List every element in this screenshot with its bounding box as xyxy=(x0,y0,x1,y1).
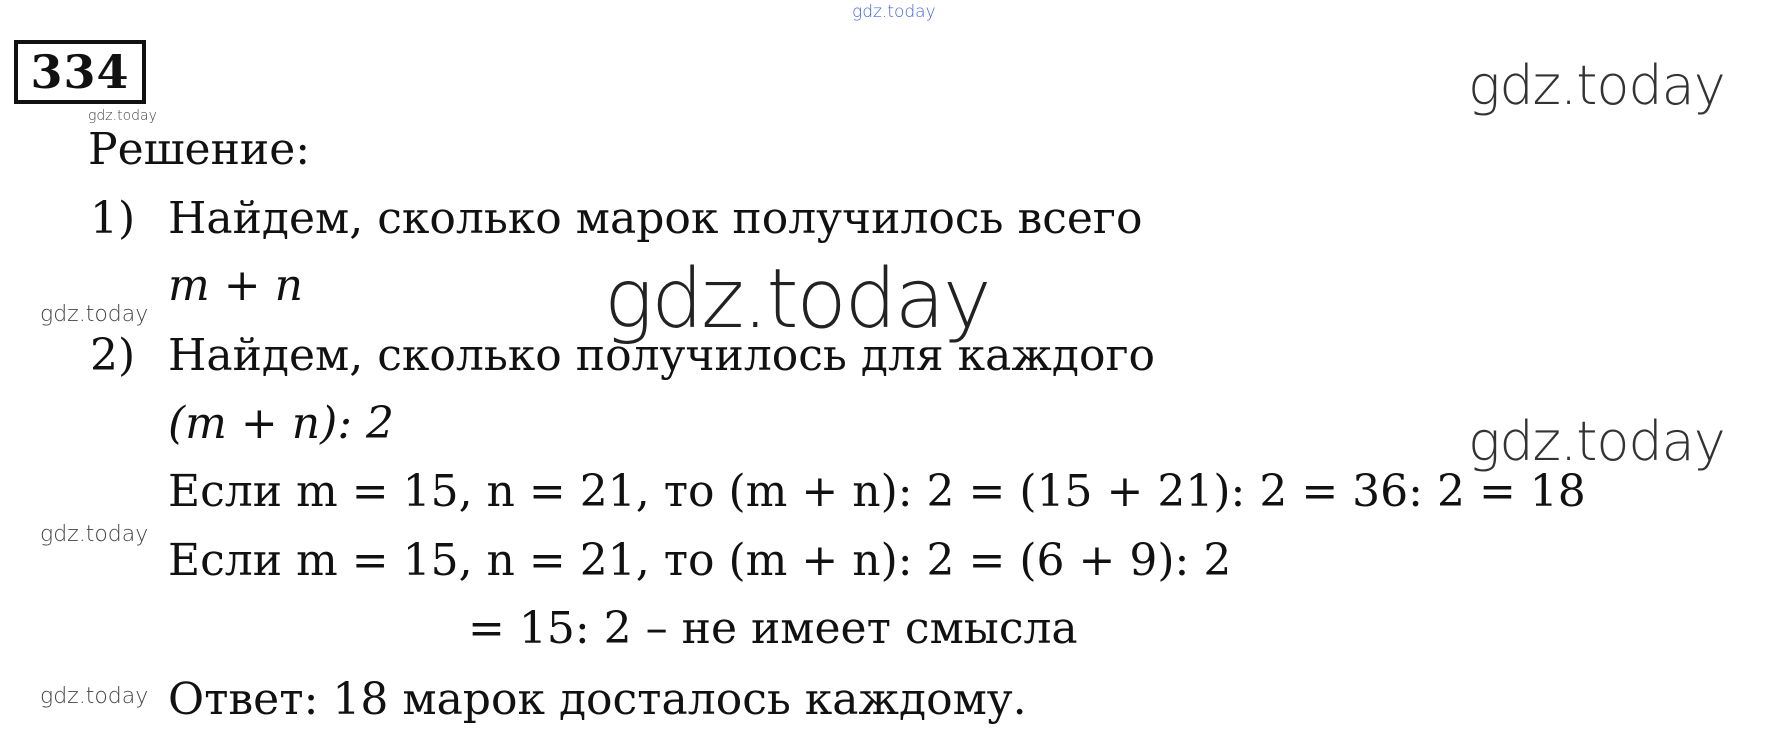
step-1-number: 1) xyxy=(90,193,136,244)
problem-number: 334 xyxy=(14,40,146,104)
step-2-number: 2) xyxy=(90,330,136,381)
step-1-text: Найдем, сколько марок получилось всего xyxy=(168,193,1143,244)
watermark-left-1: gdz.today xyxy=(40,302,149,327)
watermark-top: gdz.today xyxy=(852,2,936,22)
watermark-left-3: gdz.today xyxy=(40,684,149,709)
watermark-right-top: gdz.today xyxy=(1468,54,1725,117)
solution-heading: Решение: xyxy=(88,124,311,175)
answer-line: Ответ: 18 марок досталось каждому. xyxy=(168,674,1027,725)
case-2-line: Если m = 15, n = 21, то (m + n): 2 = (6 + 9): 2 xyxy=(168,535,1232,586)
step-2-expression: (m + n): 2 xyxy=(168,398,395,449)
watermark-left-2: gdz.today xyxy=(40,522,149,547)
step-1-expression: m + n xyxy=(168,260,303,311)
case-1-line: Если m = 15, n = 21, то (m + n): 2 = (15 + 21): 2 = 36: 2 = 18 xyxy=(168,466,1586,517)
watermark-center: gdz.today xyxy=(604,252,990,347)
watermark-right-mid: gdz.today xyxy=(1468,410,1725,473)
watermark-under-box: gdz.today xyxy=(88,108,157,124)
step-2-text: Найдем, сколько получилось для каждого xyxy=(168,330,1155,381)
case-2-continuation: = 15: 2 – не имеет смысла xyxy=(468,603,1078,654)
